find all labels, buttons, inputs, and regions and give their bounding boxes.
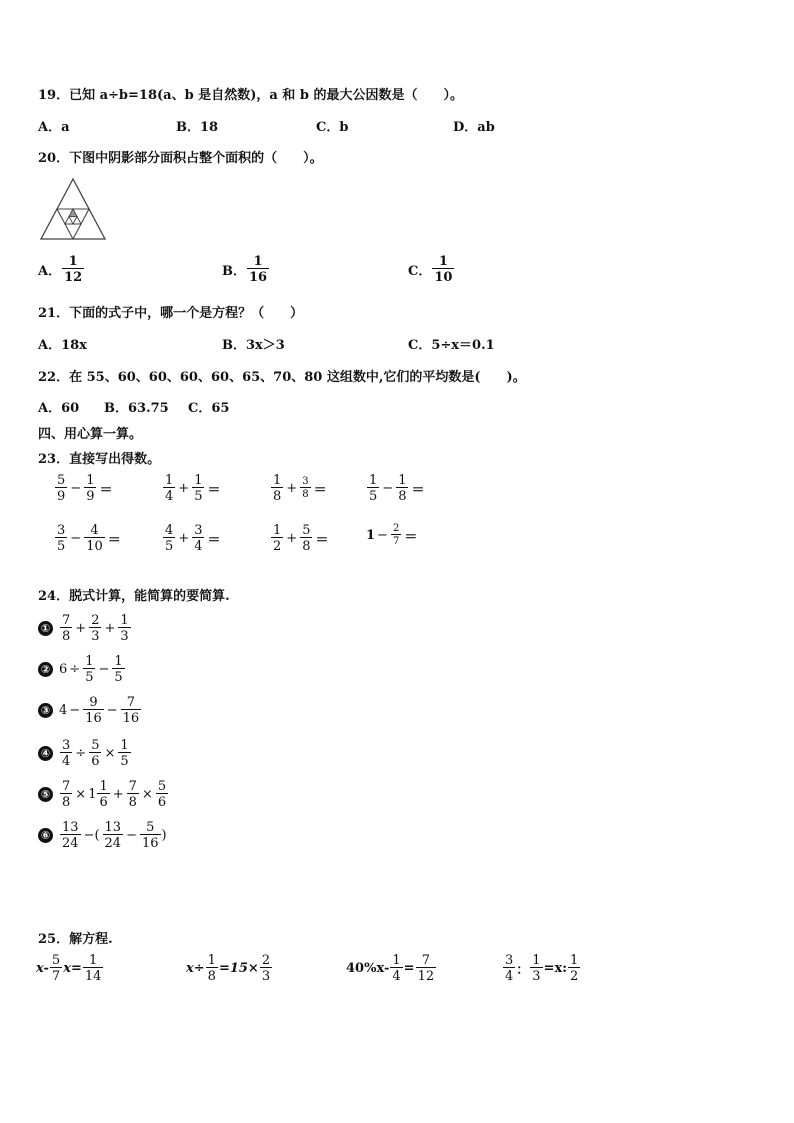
q22-option-c: C．65 <box>188 401 230 416</box>
fraction: $\frac{4}{5}$ <box>165 523 174 554</box>
fraction: $\frac{1}{6}$ <box>99 779 108 810</box>
q19-option-d: D．ab <box>453 120 495 135</box>
triangle-figure <box>38 176 108 242</box>
fraction: $\frac{1}{4}$ <box>165 473 174 504</box>
fraction: $\frac{3}{4}$ <box>62 738 71 769</box>
mental-math-item: $\frac{1}{2}$ + $\frac{5}{8}$ ＝ <box>273 523 329 554</box>
fraction: $\frac{9}{16}$ <box>85 695 102 726</box>
q22-option-b: B．63.75 <box>104 401 169 416</box>
q19-stem: 19．已知 a÷b=18(a、b 是自然数)，a 和 b 的最大公因数是（ ）。 <box>38 88 463 103</box>
expression-1: ① $\frac{7}{8}$ + $\frac{2}{3}$ + $\frac{1}{3}$ <box>38 614 132 643</box>
fraction: $\frac{1}{16}$ <box>249 254 268 285</box>
fraction: $\frac{4}{10}$ <box>86 523 103 554</box>
fraction: $\frac{7}{8}$ <box>62 613 71 644</box>
fraction: $\frac{7}{12}$ <box>417 953 435 984</box>
fraction: $\frac{1}{8}$ <box>207 953 216 984</box>
equation-2: x÷ $\frac{1}{8}$ =15× $\frac{2}{3}$ <box>186 953 271 984</box>
q21-option-a: A．18x <box>38 338 87 353</box>
section-heading: 四、用心算一算。 <box>38 427 143 442</box>
fraction: $\frac{1}{5}$ <box>114 654 123 685</box>
fraction: $\frac{3}{5}$ <box>57 523 66 554</box>
fraction: $\frac{5}{6}$ <box>157 779 167 810</box>
mental-math-item: $\frac{1}{4}$ + $\frac{1}{5}$ ＝ <box>165 473 221 504</box>
q21-option-c: C．5÷x＝0.1 <box>408 338 495 353</box>
fraction: $\frac{1}{5}$ <box>194 473 203 504</box>
q22-option-a: A．60 <box>38 401 80 416</box>
q24-stem: 24．脱式计算，能简算的要简算. <box>38 589 230 604</box>
fraction: $\frac{5}{8}$ <box>302 523 311 554</box>
fraction: $\frac{2}{7}$ <box>392 523 400 547</box>
fraction: $\frac{5}{7}$ <box>51 953 61 984</box>
circled-number-6: ⑥ <box>38 828 53 843</box>
circled-number-4: ④ <box>38 746 53 761</box>
equation-1: x- $\frac{5}{7}$ x= $\frac{1}{14}$ <box>36 953 102 984</box>
fraction: $\frac{1}{10}$ <box>434 254 453 285</box>
expression-3: ③ 4 − $\frac{9}{16}$ − $\frac{7}{16}$ <box>38 696 142 725</box>
expression-2: ② 6 ÷ $\frac{1}{5}$ − $\frac{1}{5}$ <box>38 655 126 684</box>
fraction: $\frac{5}{6}$ <box>91 738 100 769</box>
fraction: $\frac{1}{14}$ <box>84 953 102 984</box>
expression-5: ⑤ $\frac{7}{8}$ × 1 $\frac{1}{6}$ + $\frac{7}{8}$ × $\frac{5}{6}$ <box>38 780 169 809</box>
circled-number-5: ⑤ <box>38 787 53 802</box>
q25-stem: 25．解方程. <box>38 932 113 947</box>
mental-math-item: $\frac{5}{9}$ − $\frac{1}{9}$ ＝ <box>57 473 113 504</box>
fraction: $\frac{1}{2}$ <box>570 953 579 984</box>
fraction: $\frac{1}{8}$ <box>273 473 282 504</box>
q19-option-a: A．a <box>38 120 70 135</box>
equation-3: 40%x- $\frac{1}{4}$ = $\frac{7}{12}$ <box>346 953 435 984</box>
fraction: $\frac{3}{4}$ <box>194 523 203 554</box>
q19-option-b: B．18 <box>176 120 219 135</box>
q21-stem: 21．下面的式子中，哪一个是方程？（ ） <box>38 306 304 321</box>
fraction: $\frac{13}{24}$ <box>62 820 79 851</box>
q20-option-a: A． $\frac{1}{12}$ <box>38 254 83 285</box>
mental-math-item: $\frac{1}{8}$ + $\frac{3}{8}$ ＝ <box>273 473 327 504</box>
fraction: $\frac{1}{12}$ <box>64 254 83 285</box>
circled-number-3: ③ <box>38 703 53 718</box>
equation-4: $\frac{3}{4}$ ： $\frac{1}{3}$ =x: $\frac{1}{2}$ <box>505 953 579 984</box>
expression-4: ④ $\frac{3}{4}$ ÷ $\frac{5}{6}$ × $\frac{1}{5}$ <box>38 739 132 768</box>
fraction: $\frac{13}{24}$ <box>104 820 122 851</box>
mixed-number: 1 $\frac{1}{6}$ <box>88 779 108 810</box>
q20-option-c: C． $\frac{1}{10}$ <box>408 254 453 285</box>
mental-math-item: $\frac{3}{5}$ − $\frac{4}{10}$ ＝ <box>57 523 121 554</box>
fraction: $\frac{5}{9}$ <box>57 473 66 504</box>
q20-option-b: B． $\frac{1}{16}$ <box>222 254 268 285</box>
fraction: $\frac{1}{8}$ <box>398 473 407 504</box>
fraction: $\frac{3}{4}$ <box>505 953 514 984</box>
fraction: $\frac{1}{5}$ <box>120 738 129 769</box>
fraction: $\frac{1}{5}$ <box>369 473 378 504</box>
circled-number-1: ① <box>38 621 53 636</box>
q21-option-b: B．3x＞3 <box>222 338 285 353</box>
mental-math-item: 1 − $\frac{2}{7}$ ＝ <box>366 523 418 547</box>
fraction: $\frac{3}{8}$ <box>302 476 309 500</box>
circled-number-2: ② <box>38 662 53 677</box>
fraction: $\frac{5}{16}$ <box>141 820 159 851</box>
fraction: $\frac{1}{4}$ <box>392 953 401 984</box>
q19-option-c: C．b <box>316 120 349 135</box>
q20-stem: 20．下图中阴影部分面积占整个面积的（ ）。 <box>38 151 323 166</box>
fraction: $\frac{1}{5}$ <box>85 654 94 685</box>
fraction: $\frac{1}{9}$ <box>86 473 95 504</box>
fraction: $\frac{2}{3}$ <box>261 953 271 984</box>
q23-stem: 23．直接写出得数。 <box>38 452 161 467</box>
fraction: $\frac{7}{8}$ <box>128 779 137 810</box>
mental-math-item: $\frac{4}{5}$ + $\frac{3}{4}$ ＝ <box>165 523 221 554</box>
fraction: $\frac{1}{3}$ <box>532 953 541 984</box>
fraction: $\frac{1}{2}$ <box>273 523 282 554</box>
fraction: $\frac{1}{3}$ <box>120 613 129 644</box>
expression-6: ⑥ $\frac{13}{24}$ −( $\frac{13}{24}$ − $\frac{5}{16}$ ) <box>38 821 167 850</box>
fraction: $\frac{2}{3}$ <box>91 613 100 644</box>
q22-stem: 22．在 55、60、60、60、60、65、70、80 这组数中,它们的平均数是( )。 <box>38 370 526 385</box>
fraction: $\frac{7}{16}$ <box>122 695 140 726</box>
mental-math-item: $\frac{1}{5}$ − $\frac{1}{8}$ ＝ <box>369 473 425 504</box>
fraction: $\frac{7}{8}$ <box>62 779 71 810</box>
